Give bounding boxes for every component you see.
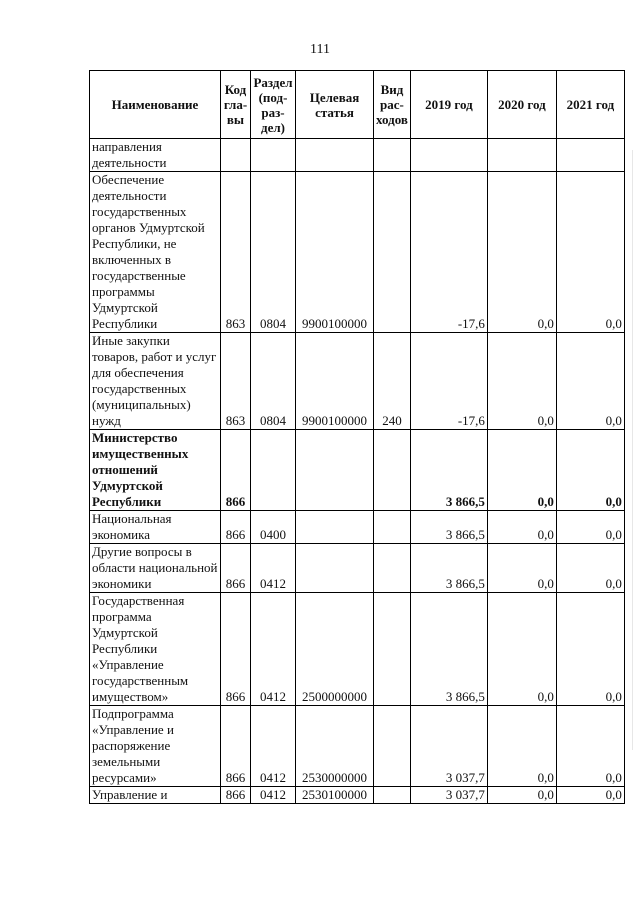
cell-section: 0412 bbox=[251, 593, 296, 706]
cell-section: 0412 bbox=[251, 706, 296, 787]
header-expense: Вид рас-ходов bbox=[374, 71, 411, 139]
cell-2020: 0,0 bbox=[487, 333, 556, 430]
cell-expense bbox=[374, 511, 411, 544]
cell-2019: -17,6 bbox=[410, 172, 487, 333]
cell-2020: 0,0 bbox=[487, 787, 556, 804]
cell-section: 0400 bbox=[251, 511, 296, 544]
cell-2021: 0,0 bbox=[556, 706, 624, 787]
cell-expense bbox=[374, 787, 411, 804]
cell-name: Министерство имущественных отношений Удмуртской Республики bbox=[90, 430, 221, 511]
cell-chapter bbox=[221, 139, 251, 172]
cell-2020: 0,0 bbox=[487, 544, 556, 593]
cell-name: Обеспечение деятельности государственных органов Удмуртской Республики, не включенных в государственные программы Удмуртской Республики bbox=[90, 172, 221, 333]
table-row bbox=[90, 172, 625, 333]
cell-target: 2530100000 bbox=[296, 787, 374, 804]
cell-target bbox=[296, 544, 374, 593]
cell-target bbox=[296, 511, 374, 544]
cell-2021: 0,0 bbox=[556, 787, 624, 804]
cell-2021: 0,0 bbox=[556, 430, 624, 511]
header-2020: 2020 год bbox=[487, 71, 556, 139]
scan-edge-mark bbox=[632, 150, 633, 750]
cell-target: 9900100000 bbox=[296, 333, 374, 430]
cell-2020 bbox=[487, 139, 556, 172]
cell-section: 0412 bbox=[251, 544, 296, 593]
budget-table bbox=[89, 70, 625, 804]
header-name: Наименование bbox=[90, 71, 221, 139]
cell-name: Государственная программа Удмуртской Республики «Управление государственным имуществом» bbox=[90, 593, 221, 706]
header-2019: 2019 год bbox=[410, 71, 487, 139]
cell-2019: 3 866,5 bbox=[410, 511, 487, 544]
page-number: 111 bbox=[310, 42, 330, 57]
cell-target: 9900100000 bbox=[296, 172, 374, 333]
cell-chapter: 866 bbox=[221, 511, 251, 544]
table-row bbox=[90, 511, 625, 544]
cell-2021: 0,0 bbox=[556, 544, 624, 593]
cell-chapter: 863 bbox=[221, 172, 251, 333]
cell-target bbox=[296, 139, 374, 172]
table-row bbox=[90, 333, 625, 430]
cell-2019: -17,6 bbox=[410, 333, 487, 430]
cell-chapter: 863 bbox=[221, 333, 251, 430]
cell-section bbox=[251, 430, 296, 511]
table-row bbox=[90, 544, 625, 593]
cell-2019 bbox=[410, 139, 487, 172]
cell-2020: 0,0 bbox=[487, 430, 556, 511]
cell-section: 0804 bbox=[251, 172, 296, 333]
cell-name: Национальная экономика bbox=[90, 511, 221, 544]
cell-name: направления деятельности bbox=[90, 139, 221, 172]
table-body bbox=[90, 139, 625, 804]
cell-expense bbox=[374, 172, 411, 333]
table-row bbox=[90, 706, 625, 787]
cell-name: Управление и bbox=[90, 787, 221, 804]
cell-2019: 3 866,5 bbox=[410, 593, 487, 706]
table-row bbox=[90, 593, 625, 706]
cell-name: Подпрограмма «Управление и распоряжение земельными ресурсами» bbox=[90, 706, 221, 787]
cell-2021: 0,0 bbox=[556, 172, 624, 333]
cell-chapter: 866 bbox=[221, 706, 251, 787]
cell-2019: 3 866,5 bbox=[410, 430, 487, 511]
cell-chapter: 866 bbox=[221, 787, 251, 804]
header-section: Раздел (под-раз-дел) bbox=[251, 71, 296, 139]
cell-section: 0412 bbox=[251, 787, 296, 804]
cell-expense bbox=[374, 544, 411, 593]
table-row bbox=[90, 787, 625, 804]
header-target: Целевая статья bbox=[296, 71, 374, 139]
cell-2020: 0,0 bbox=[487, 593, 556, 706]
cell-expense bbox=[374, 593, 411, 706]
cell-expense: 240 bbox=[374, 333, 411, 430]
cell-expense bbox=[374, 139, 411, 172]
cell-2020: 0,0 bbox=[487, 172, 556, 333]
cell-target: 2530000000 bbox=[296, 706, 374, 787]
table-row bbox=[90, 139, 625, 172]
cell-2020: 0,0 bbox=[487, 511, 556, 544]
cell-2021 bbox=[556, 139, 624, 172]
cell-2021: 0,0 bbox=[556, 333, 624, 430]
table-row bbox=[90, 430, 625, 511]
cell-chapter: 866 bbox=[221, 593, 251, 706]
cell-section: 0804 bbox=[251, 333, 296, 430]
header-2021: 2021 год bbox=[556, 71, 624, 139]
cell-expense bbox=[374, 706, 411, 787]
cell-2021: 0,0 bbox=[556, 511, 624, 544]
cell-2020: 0,0 bbox=[487, 706, 556, 787]
cell-2021: 0,0 bbox=[556, 593, 624, 706]
cell-expense bbox=[374, 430, 411, 511]
cell-chapter: 866 bbox=[221, 544, 251, 593]
cell-name: Иные закупки товаров, работ и услуг для обеспечения государственных (муниципальных) нужд bbox=[90, 333, 221, 430]
cell-2019: 3 866,5 bbox=[410, 544, 487, 593]
header-chapter: Код гла-вы bbox=[221, 71, 251, 139]
cell-target: 2500000000 bbox=[296, 593, 374, 706]
cell-chapter: 866 bbox=[221, 430, 251, 511]
cell-2019: 3 037,7 bbox=[410, 706, 487, 787]
header-row bbox=[90, 71, 625, 139]
cell-name: Другие вопросы в области национальной экономики bbox=[90, 544, 221, 593]
cell-2019: 3 037,7 bbox=[410, 787, 487, 804]
cell-section bbox=[251, 139, 296, 172]
cell-target bbox=[296, 430, 374, 511]
